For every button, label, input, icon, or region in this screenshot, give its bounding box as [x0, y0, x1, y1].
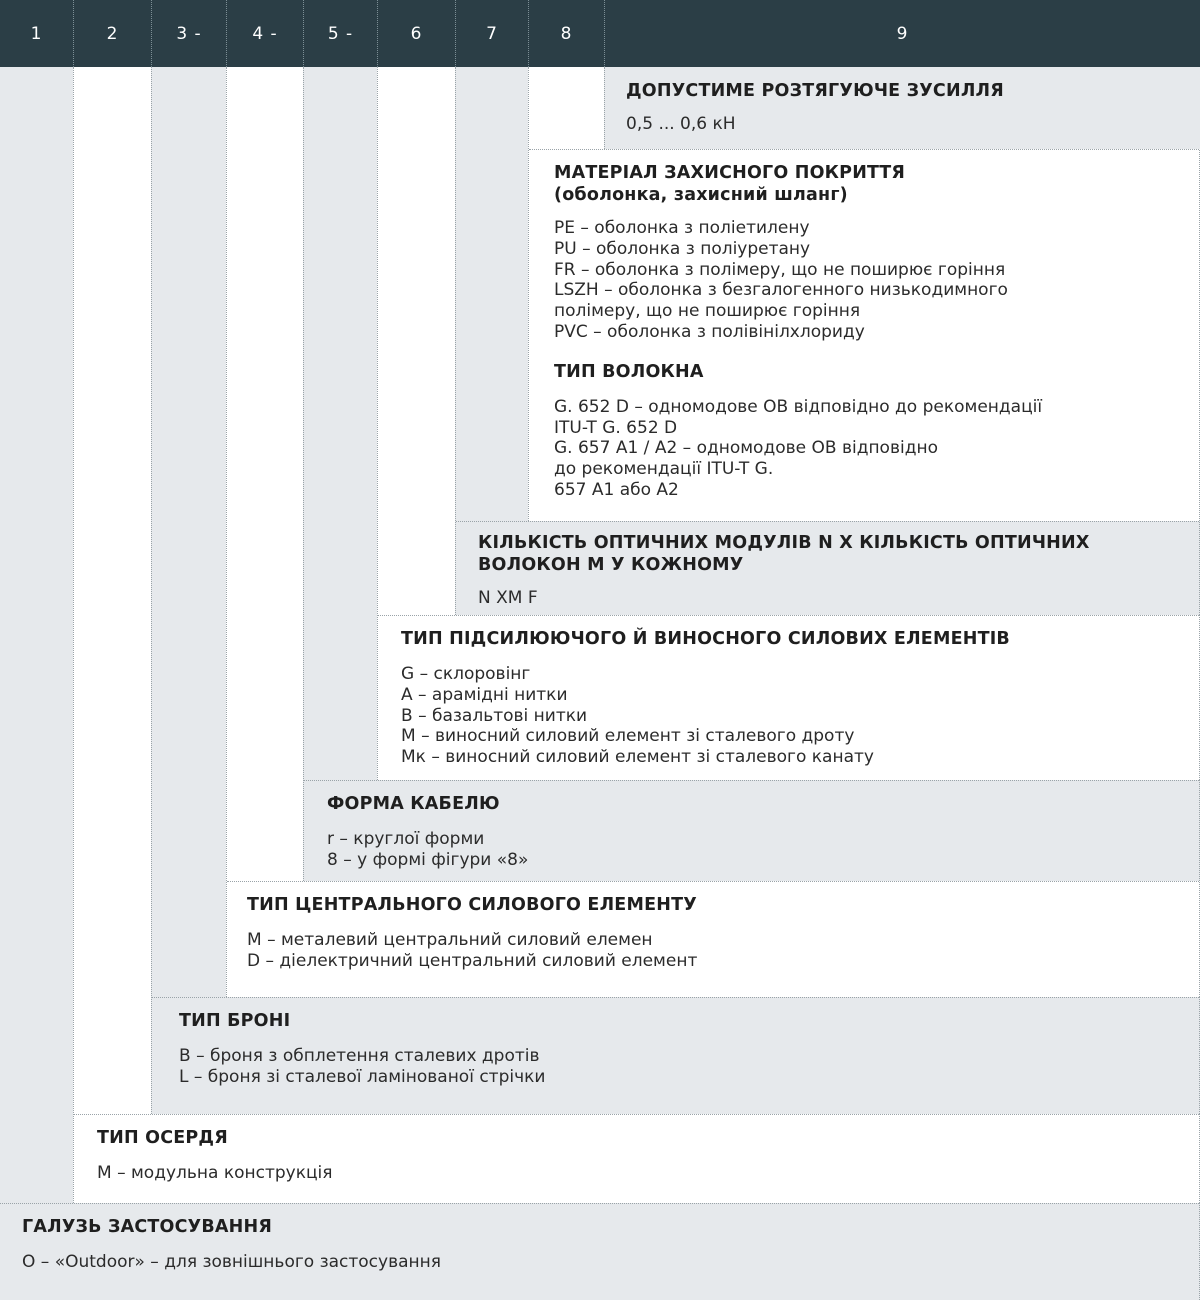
block-shape [304, 780, 1199, 881]
sheath-line: LSZH – оболонка з безгалогенного низькодимного [554, 280, 1008, 301]
sheath-title: МАТЕРІАЛ ЗАХИСНОГО ПОКРИТТЯ (оболонка, захисний шланг) [554, 163, 906, 205]
fiber-line: 657 A1 або A2 [554, 479, 679, 500]
sheath-line: PU – оболонка з поліуретану [554, 238, 811, 259]
strength-title: ТИП ПІДСИЛЮЮЧОГО Й ВИНОСНОГО СИЛОВИХ ЕЛЕМЕНТІВ [401, 629, 1010, 649]
sheath-line: PVC – оболонка з полівінілхлориду [554, 321, 865, 342]
fiber-line: ITU-T G. 652 D [554, 417, 678, 438]
shape-line: r – круглої форми [327, 829, 485, 849]
strength-line: M – виносний силовий елемент зі сталевого дроту [401, 726, 855, 747]
column-number-6: 6 [377, 0, 455, 67]
core-title: ТИП ОСЕРДЯ [97, 1128, 228, 1148]
column-number-3: 3 - [151, 0, 226, 67]
central-line: D – діелектричний центральний силовий елемент [247, 950, 698, 971]
core-line: M – модульна конструкція [97, 1163, 333, 1183]
fiber-line: G. 657 A1 / A2 – одномодове ОВ відповідно [554, 438, 938, 459]
tensile-title: ДОПУСТИМЕ РОЗТЯГУЮЧЕ ЗУСИЛЛЯ [626, 81, 1004, 101]
shape-line: 8 – у формі фігури «8» [327, 849, 529, 870]
tensile-line: 0,5 ... 0,6 кН [626, 114, 736, 134]
fiber-title: ТИП ВОЛОКНА [554, 361, 704, 382]
column-number-5: 5 - [303, 0, 377, 67]
block-core [74, 1114, 1199, 1203]
sheath-line: полімеру, що не поширює горіння [554, 301, 861, 322]
column-header-bar [0, 0, 1200, 67]
application-title: ГАЛУЗЬ ЗАСТОСУВАННЯ [22, 1217, 273, 1237]
armor-title: ТИП БРОНІ [179, 1011, 291, 1031]
application-lines [22, 1252, 1199, 1273]
application-line: O – «Outdoor» – для зовнішнього застосування [22, 1252, 441, 1272]
tensile-lines [626, 114, 1200, 135]
block-sheath-material [529, 149, 1199, 521]
sheath-lines [554, 218, 1199, 343]
column-number-4: 4 - [226, 0, 303, 67]
block-armor [152, 997, 1199, 1114]
modules-lines [478, 588, 1199, 609]
fiber-lines [554, 397, 1199, 501]
column-9-tensile [604, 67, 1200, 149]
central-title: ТИП ЦЕНТРАЛЬНОГО СИЛОВОГО ЕЛЕМЕНТУ [247, 895, 697, 915]
strength-line: G – склоровінг [401, 664, 531, 684]
strength-lines [401, 664, 1199, 768]
column-number-8: 8 [528, 0, 604, 67]
strength-line: B – базальтові нитки [401, 705, 588, 726]
armor-lines [179, 1046, 1199, 1088]
block-tensile-load [605, 67, 1200, 149]
column-number-7: 7 [455, 0, 528, 67]
column-number-2: 2 [73, 0, 151, 67]
strength-line: Mк – виносний силовий елемент зі сталевого канату [401, 747, 874, 768]
core-lines [97, 1163, 1199, 1184]
central-lines [247, 930, 1199, 972]
strength-line: A – арамідні нитки [401, 684, 568, 705]
armor-line: B – броня з обплетення сталевих дротів [179, 1046, 540, 1066]
column-number-9: 9 [604, 0, 1200, 67]
modules-title: КІЛЬКІСТЬ ОПТИЧНИХ МОДУЛІВ N X КІЛЬКІСТЬ ОПТИЧНИХ ВОЛОКОН M У КОЖНОМУ [478, 533, 1090, 575]
modules-line: N XM F [478, 588, 538, 608]
column-number-1: 1 [30, 23, 43, 44]
shape-title: ФОРМА КАБЕЛЮ [327, 794, 500, 814]
block-modules [456, 521, 1199, 615]
fiber-line: G. 652 D – одномодове ОВ відповідно до рекомендації [554, 396, 1043, 417]
sheath-line: FR – оболонка з полімеру, що не поширює горіння [554, 259, 1006, 280]
sheath-line: PE – оболонка з поліетилену [554, 218, 810, 238]
armor-line: L – броня зі сталевої ламінованої стрічки [179, 1066, 546, 1087]
shape-lines [327, 829, 1199, 871]
block-central-element [227, 881, 1199, 997]
block-application [0, 1203, 1199, 1300]
central-line: M – металевий центральний силовий елемен [247, 930, 653, 950]
block-strength-members [378, 615, 1199, 780]
fiber-line: до рекомендації ITU-T G. [554, 459, 774, 480]
